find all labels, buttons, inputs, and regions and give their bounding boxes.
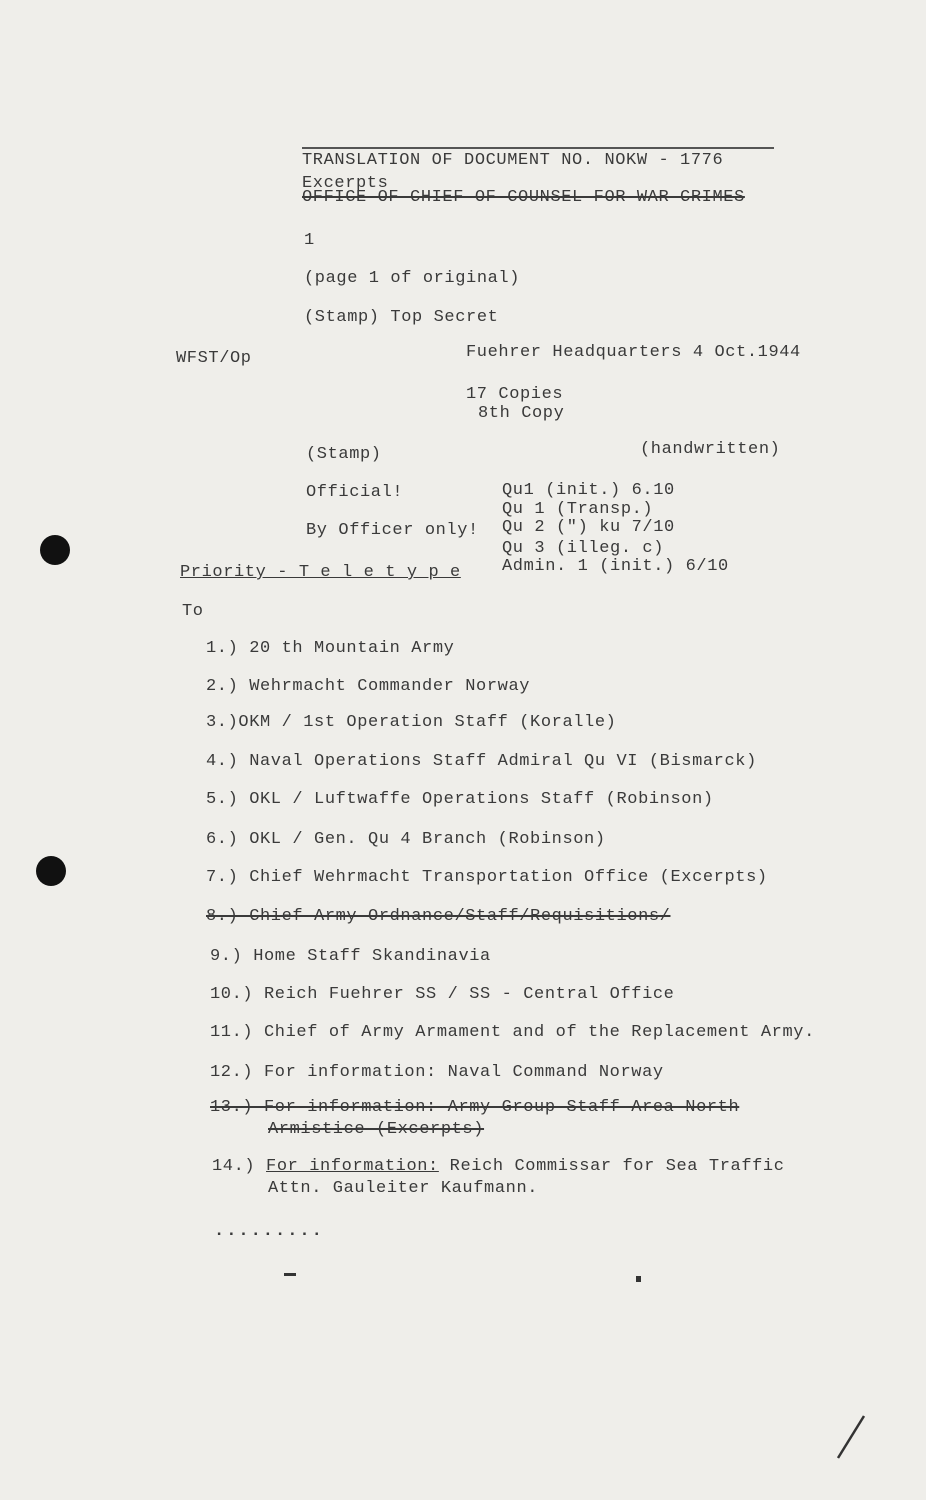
to-label: To	[182, 602, 204, 621]
distribution-entry: Admin. 1 (init.) 6/10	[502, 557, 729, 576]
recipient-item: 1.) 20 th Mountain Army	[206, 639, 455, 658]
stamp-label: (Stamp)	[306, 445, 382, 464]
file-reference: WFST/Op	[176, 349, 252, 368]
punch-hole	[36, 856, 66, 886]
officer-only-marking: By Officer only!	[306, 521, 479, 540]
recipient-item: 7.) Chief Wehrmacht Transportation Office (Excerpts)	[206, 868, 768, 887]
recipient-item: 9.) Home Staff Skandinavia	[210, 947, 491, 966]
header-office: OFFICE OF CHIEF OF COUNSEL FOR WAR CRIMES	[302, 188, 745, 207]
recipient-item-14-attn: Attn. Gauleiter Kaufmann.	[268, 1179, 539, 1198]
secret-stamp: (Stamp) Top Secret	[304, 308, 499, 327]
header-excerpts: Excerpts	[302, 174, 389, 193]
distribution-entry: Qu 1 (Transp.)	[502, 500, 654, 519]
copy-number: 8th Copy	[478, 404, 565, 423]
recipient-item-14	[212, 1157, 785, 1177]
recipient-item-13-struck-line2: Armistice (Excerpts)	[268, 1120, 485, 1139]
header-title: TRANSLATION OF DOCUMENT NO. NOKW - 1776	[302, 151, 724, 170]
stray-mark	[284, 1273, 296, 1276]
original-page-note: (page 1 of original)	[304, 269, 521, 288]
recipient-item: 3.)OKM / 1st Operation Staff (Koralle)	[206, 713, 617, 732]
recipient-item: 11.) Chief of Army Armament and of the Replacement Army.	[210, 1023, 815, 1042]
priority-line: Priority - T e l e t y p e	[180, 563, 461, 582]
recipient-item: 5.) OKL / Luftwaffe Operations Staff (Robinson)	[206, 790, 714, 809]
official-marking: Official!	[306, 483, 404, 502]
recipient-item-struck: 8.) Chief Army Ordnance/Staff/Requisitions/	[206, 907, 671, 926]
recipient-item: 2.) Wehrmacht Commander Norway	[206, 677, 531, 696]
recipient-item-13-struck: 13.) For information: Army Group Staff Area North	[210, 1098, 740, 1117]
recipient-item: 10.) Reich Fuehrer SS / SS - Central Office	[210, 985, 675, 1004]
handwritten-label: (handwritten)	[640, 440, 781, 459]
copies-count: 17 Copies	[466, 385, 564, 404]
stray-mark	[636, 1276, 641, 1282]
recipient-item: 6.) OKL / Gen. Qu 4 Branch (Robinson)	[206, 830, 606, 849]
header-top-rule	[302, 147, 774, 149]
distribution-entry: Qu 3 (illeg. c)	[502, 539, 665, 558]
recipient-item: 12.) For information: Naval Command Norway	[210, 1063, 664, 1082]
distribution-entry: Qu1 (init.) 6.10	[502, 481, 675, 500]
place-date: Fuehrer Headquarters 4 Oct.1944	[466, 343, 801, 362]
item-number: 14.)	[212, 1157, 256, 1176]
ellipsis-dots: .........	[214, 1222, 324, 1241]
page-number: 1	[304, 231, 315, 250]
punch-hole	[40, 535, 70, 565]
item-text: Reich Commissar for Sea Traffic	[449, 1157, 785, 1176]
distribution-entry: Qu 2 (") ku 7/10	[502, 518, 675, 537]
pencil-slash-mark	[834, 1414, 868, 1460]
for-information-label: For information:	[266, 1157, 439, 1176]
recipient-item: 4.) Naval Operations Staff Admiral Qu VI (Bismarck)	[206, 752, 757, 771]
